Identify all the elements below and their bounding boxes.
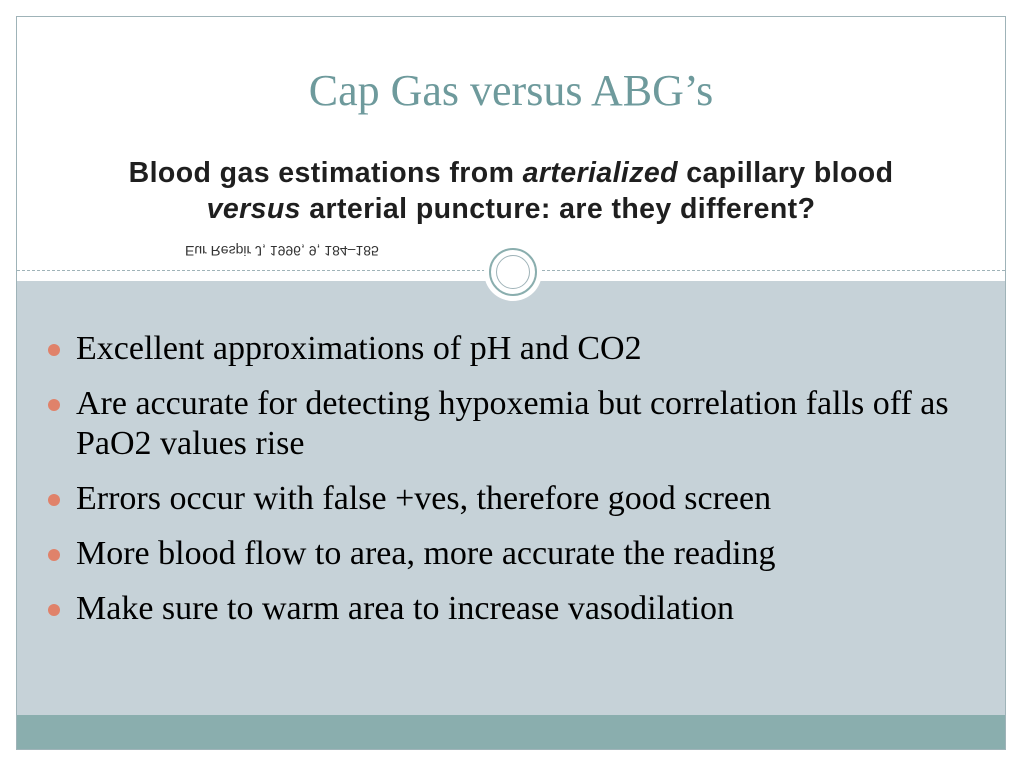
ornament-ring xyxy=(489,248,537,296)
bullet-text: More blood flow to area, more accurate the reading xyxy=(76,535,776,572)
clipping-citation: Eur Respir J, 1996, 9, 184–185 xyxy=(185,243,379,259)
slide-title: Cap Gas versus ABG’s xyxy=(308,66,714,115)
bullet-dot-icon xyxy=(48,399,60,411)
bullet-item xyxy=(47,589,977,629)
ornament-inner-circle xyxy=(496,255,530,289)
footer-bar xyxy=(17,715,1005,750)
bullet-dot-icon xyxy=(48,344,60,356)
clipping-line-2 xyxy=(17,193,1005,226)
clipping-emphasis: versus xyxy=(206,193,301,225)
bullet-dot-icon xyxy=(48,494,60,506)
bullet-dot-icon xyxy=(48,604,60,616)
content-panel xyxy=(17,281,1005,715)
bullet-text: Make sure to warm area to increase vasodilation xyxy=(76,590,735,627)
bullet-item xyxy=(47,329,977,369)
circle-ornament-icon xyxy=(484,243,542,301)
bullet-text: Errors occur with false +ves, therefore good screen xyxy=(76,480,772,517)
bullet-text: Are accurate for detecting hypoxemia but correlation falls off as PaO2 values rise xyxy=(76,385,949,462)
clipping-line-1 xyxy=(17,157,1005,190)
bullet-text: Excellent approximations of pH and CO2 xyxy=(76,330,642,367)
clipping-text: Blood gas estimations from xyxy=(128,157,523,189)
bullet-item xyxy=(47,534,977,574)
clipping-text: arterial puncture: are they different? xyxy=(300,193,816,225)
slide xyxy=(16,16,1006,750)
bullet-item xyxy=(47,384,977,464)
clipping-text: capillary blood xyxy=(677,157,894,189)
bullet-item xyxy=(47,479,977,519)
clipping-emphasis: arterialized xyxy=(522,157,678,189)
bullet-list xyxy=(47,329,977,644)
bullet-dot-icon xyxy=(48,549,60,561)
